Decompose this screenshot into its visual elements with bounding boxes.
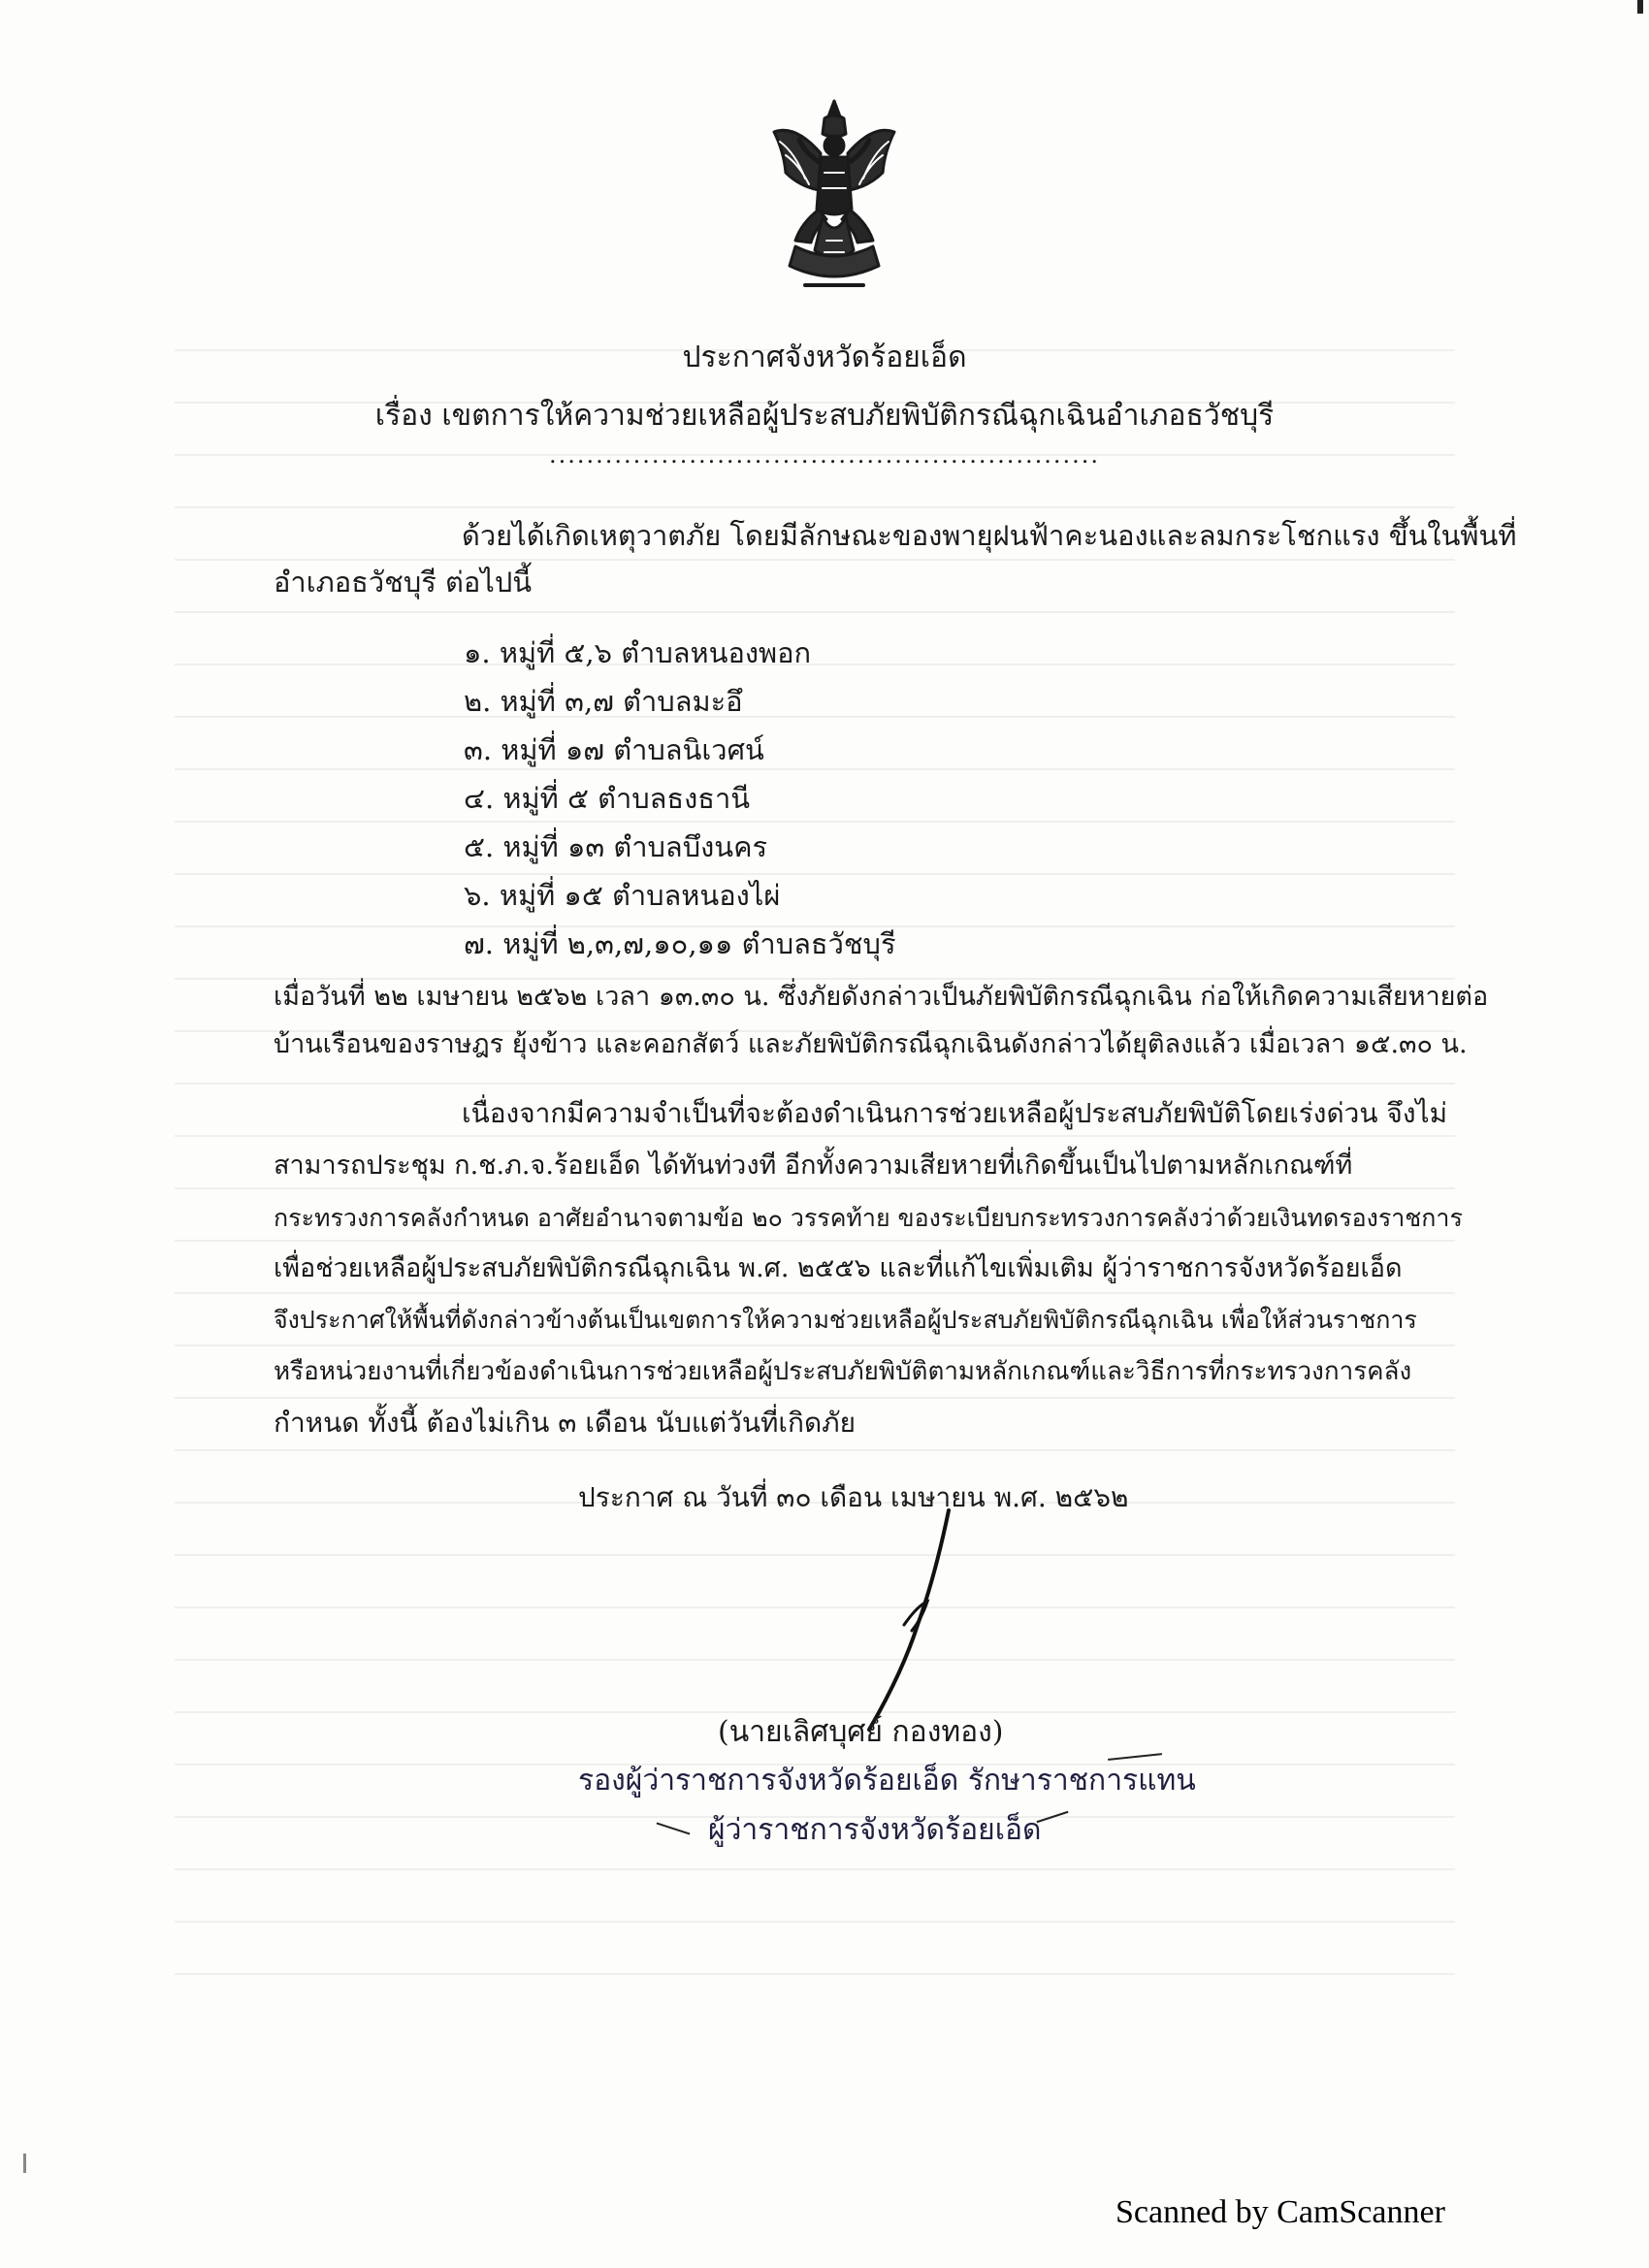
garuda-emblem-icon <box>766 95 902 308</box>
incident-line-2: บ้านเรือนของราษฎร ยุ้งข้าว และคอกสัตว์ และภัยพิบัติกรณีฉุกเฉินดังกล่าวได้ยุติลงแล้ว เมื่อเวลา ๑๕.๓๐ น. <box>274 1029 1468 1059</box>
intro-line-1: ด้วยได้เกิดเหตุวาตภัย โดยมีลักษณะของพายุฝนฟ้าคะนองและลมกระโชกแรง ขึ้นในพื้นที่ <box>462 519 1517 552</box>
list-item: ๒. หมู่ที่ ๓,๗ ตำบลมะอึ <box>464 685 743 718</box>
body-line-7: กำหนด ทั้งนี้ ต้องไม่เกิน ๓ เดือน นับแต่วันที่เกิดภัย <box>274 1407 856 1439</box>
incident-line-1: เมื่อวันที่ ๒๒ เมษายน ๒๕๖๒ เวลา ๑๓.๓๐ น. ซึ่งภัยดังกล่าวเป็นภัยพิบัติกรณีฉุกเฉิน ก่อให้เกิดความเสียหายต่อ <box>274 982 1489 1012</box>
margin-tick <box>23 2154 26 2173</box>
separator-dots: ........................................................... <box>548 441 1101 469</box>
list-item: ๖. หมู่ที่ ๑๕ ตำบลหนองไผ่ <box>464 879 781 912</box>
list-item: ๑. หมู่ที่ ๕,๖ ตำบลหนองพอก <box>464 636 812 669</box>
corner-mark <box>1637 0 1643 14</box>
document-subject: เรื่อง เขตการให้ความช่วยเหลือผู้ประสบภัยพิบัติกรณีฉุกเฉินอำเภอธวัชบุรี <box>374 399 1275 433</box>
body-line-2: สามารถประชุม ก.ช.ภ.จ.ร้อยเอ็ด ได้ทันท่วงที อีกทั้งความเสียหายที่เกิดขึ้นเป็นไปตามหลักเกณฑ์ที่ <box>274 1150 1353 1181</box>
body-line-6: หรือหน่วยงานที่เกี่ยวข้องดำเนินการช่วยเหลือผู้ประสบภัยพิบัติตามหลักเกณฑ์และวิธีการที่กระทรวงการคลัง <box>274 1357 1412 1386</box>
signature-dash-left <box>657 1822 691 1834</box>
list-item: ๔. หมู่ที่ ๕ ตำบลธงธานี <box>464 782 751 815</box>
scanner-watermark: Scanned by CamScanner <box>1116 2194 1445 2230</box>
announce-date: ประกาศ ณ วันที่ ๓๐ เดือน เมษายน พ.ศ. ๒๕๖๒ <box>578 1481 1129 1513</box>
body-line-5: จึงประกาศให้พื้นที่ดังกล่าวข้างต้นเป็นเขตการให้ความช่วยเหลือผู้ประสบภัยพิบัติกรณีฉุกเฉิน เพื่อให้ส่วนราชการ <box>274 1306 1417 1334</box>
list-item: ๕. หมู่ที่ ๑๓ ตำบลบึงนคร <box>464 830 768 863</box>
document-title: ประกาศจังหวัดร้อยเอ็ด <box>682 340 967 374</box>
intro-line-2: อำเภอธวัชบุรี ต่อไปนี้ <box>274 566 533 599</box>
list-item: ๓. หมู่ที่ ๑๗ ตำบลนิเวศน์ <box>464 733 764 766</box>
signer-position-1: รองผู้ว่าราชการจังหวัดร้อยเอ็ด รักษาราชการแทน <box>578 1764 1196 1798</box>
signer-position-2: ผู้ว่าราชการจังหวัดร้อยเอ็ด <box>708 1813 1042 1847</box>
signer-name: (นายเลิศบุศย์ กองทอง) <box>718 1715 1004 1749</box>
list-item: ๗. หมู่ที่ ๒,๓,๗,๑๐,๑๑ ตำบลธวัชบุรี <box>464 927 896 960</box>
body-line-3: กระทรวงการคลังกำหนด อาศัยอำนาจตามข้อ ๒๐ วรรคท้าย ของระเบียบกระทรวงการคลังว่าด้วยเงินทดรองราชการ <box>274 1204 1463 1232</box>
handwritten-signature <box>834 1508 970 1732</box>
body-line-1: เนื่องจากมีความจำเป็นที่จะต้องดำเนินการช่วยเหลือผู้ประสบภัยพิบัติโดยเร่งด่วน จึงไม่ <box>462 1097 1448 1129</box>
body-line-4: เพื่อช่วยเหลือผู้ประสบภัยพิบัติกรณีฉุกเฉิน พ.ศ. ๒๕๕๖ และที่แก้ไขเพิ่มเติม ผู้ว่าราชการจังหวัดร้อยเอ็ด <box>274 1253 1403 1283</box>
affected-area-list <box>464 629 896 968</box>
